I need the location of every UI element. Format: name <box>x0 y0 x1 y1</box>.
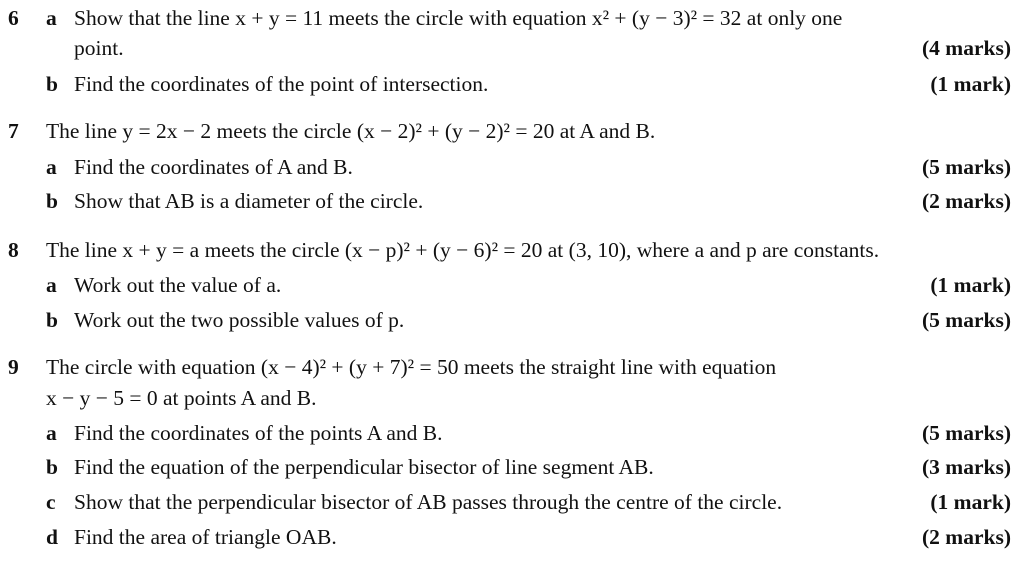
marks: (3 marks) <box>922 455 1011 479</box>
marks: (1 mark) <box>930 72 1011 96</box>
marks: (5 marks) <box>922 421 1011 445</box>
part-label: a <box>46 6 57 30</box>
part-label: d <box>46 525 58 549</box>
question-stem: x − y − 5 = 0 at points A and B. <box>46 386 317 410</box>
part-text: point. <box>74 36 124 60</box>
q6-part-a-line-2 <box>0 33 1023 63</box>
q9-part-c <box>0 487 1023 517</box>
q6-part-a-line-1 <box>0 3 1023 33</box>
part-text: Find the coordinates of A and B. <box>74 155 353 179</box>
q6-part-b <box>0 69 1023 99</box>
part-label: b <box>46 189 58 213</box>
part-text: Find the area of triangle OAB. <box>74 525 337 549</box>
q9-part-b <box>0 452 1023 482</box>
marks: (2 marks) <box>922 525 1011 549</box>
question-stem: The line y = 2x − 2 meets the circle (x − 2)² + (y − 2)² = 20 at A and B. <box>46 119 656 143</box>
marks: (1 mark) <box>930 490 1011 514</box>
marks: (5 marks) <box>922 155 1011 179</box>
part-label: a <box>46 273 57 297</box>
q8-stem <box>0 235 1023 265</box>
part-text: Work out the two possible values of p. <box>74 308 405 332</box>
question-number: 6 <box>8 6 19 30</box>
part-text: Find the coordinates of the point of intersection. <box>74 72 489 96</box>
part-label: b <box>46 455 58 479</box>
question-number: 8 <box>8 238 19 262</box>
marks: (1 mark) <box>930 273 1011 297</box>
part-text: Show that the perpendicular bisector of AB passes through the centre of the circle. <box>74 490 783 514</box>
q7-stem <box>0 116 1023 146</box>
part-label: a <box>46 421 57 445</box>
question-stem: The line x + y = a meets the circle (x − p)² + (y − 6)² = 20 at (3, 10), where a and p are constants. <box>46 238 880 262</box>
q7-part-b <box>0 186 1023 216</box>
q7-part-a <box>0 152 1023 182</box>
part-label: c <box>46 490 56 514</box>
marks: (2 marks) <box>922 189 1011 213</box>
part-label: a <box>46 155 57 179</box>
part-text: Show that AB is a diameter of the circle. <box>74 189 424 213</box>
q8-part-b <box>0 305 1023 335</box>
part-text: Work out the value of a. <box>74 273 282 297</box>
part-text: Find the equation of the perpendicular bisector of line segment AB. <box>74 455 654 479</box>
question-number: 9 <box>8 355 19 379</box>
marks: (4 marks) <box>922 36 1011 60</box>
part-text: Find the coordinates of the points A and B. <box>74 421 443 445</box>
q9-stem-line-2 <box>0 383 1023 413</box>
part-label: b <box>46 72 58 96</box>
part-label: b <box>46 308 58 332</box>
q9-part-a <box>0 418 1023 448</box>
marks: (5 marks) <box>922 308 1011 332</box>
q9-stem-line-1 <box>0 352 1023 382</box>
question-stem: The circle with equation (x − 4)² + (y + 7)² = 50 meets the straight line with equation <box>46 355 777 379</box>
question-number: 7 <box>8 119 19 143</box>
q9-part-d <box>0 522 1023 552</box>
part-text: Show that the line x + y = 11 meets the circle with equation x² + (y − 3)² = 32 at only one <box>74 6 843 30</box>
q8-part-a <box>0 270 1023 300</box>
